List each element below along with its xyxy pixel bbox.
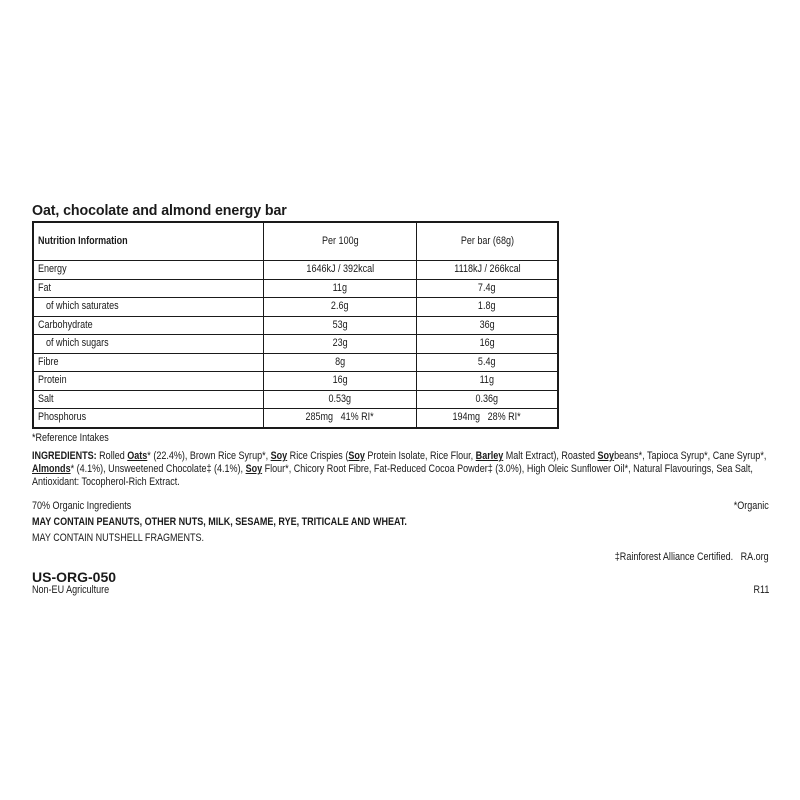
nutrient-label: Fibre <box>33 353 264 372</box>
ingredient-text: * (22.4%), Brown Rice Syrup*, <box>147 450 271 462</box>
nutrient-label: Salt <box>33 390 264 409</box>
value-per-100g: 16g <box>264 372 417 391</box>
table-row <box>33 298 558 317</box>
agriculture-origin: Non-EU Agriculture <box>32 584 110 596</box>
value-per-100g: 53g <box>264 316 417 335</box>
allergen-warning-nutshell: MAY CONTAIN NUTSHELL FRAGMENTS. <box>32 532 205 544</box>
nutrient-label: Fat <box>33 279 264 298</box>
ingredients-line-3: Antioxidant: Tocopherol-Rich Extract. <box>32 476 180 488</box>
ingredients-heading: INGREDIENTS: <box>32 450 97 462</box>
value-per-bar: 1118kJ / 266kcal <box>417 261 559 280</box>
allergen-highlight: Soy <box>270 450 288 462</box>
value-per-bar: 5.4g <box>417 353 559 372</box>
table-row <box>33 335 558 354</box>
nutrition-table <box>32 221 559 429</box>
header-per-100g: Per 100g <box>264 222 417 261</box>
value-per-bar: 194mg 28% RI* <box>417 409 559 428</box>
nutrient-label: Carbohydrate <box>33 316 264 335</box>
ingredient-text: * (4.1%), Unsweetened Chocolate‡ (4.1%), <box>70 463 246 475</box>
allergen-highlight: Soy <box>348 450 365 462</box>
value-per-100g: 285mg 41% RI* <box>264 409 417 428</box>
ingredients-line-2 <box>32 463 800 476</box>
nutrient-label: Energy <box>33 261 264 280</box>
allergen-warning-bold: MAY CONTAIN PEANUTS, OTHER NUTS, MILK, SESAME, RYE, TRITICALE AND WHEAT. <box>32 516 407 528</box>
allergen-highlight: Soy <box>597 450 615 462</box>
header-nutrition-information: Nutrition Information <box>33 222 264 261</box>
value-per-bar: 7.4g <box>417 279 559 298</box>
nutrient-label: of which sugars <box>33 335 264 354</box>
value-per-bar: 36g <box>417 316 559 335</box>
ingredients-block <box>32 450 800 489</box>
ingredient-text: Protein Isolate, Rice Flour, <box>364 450 476 462</box>
table-row <box>33 409 558 428</box>
nutrient-label: Protein <box>33 372 264 391</box>
table-row <box>33 316 558 335</box>
ingredient-text: Malt Extract), Roasted <box>503 450 598 462</box>
table-row <box>33 390 558 409</box>
value-per-bar: 11g <box>417 372 559 391</box>
value-per-100g: 1646kJ / 392kcal <box>264 261 417 280</box>
allergen-highlight: Almonds <box>32 463 71 475</box>
value-per-100g: 2.6g <box>264 298 417 317</box>
table-row <box>33 279 558 298</box>
ingredient-text: Rice Crispies ( <box>287 450 349 462</box>
reference-intakes-footnote: *Reference Intakes <box>32 432 109 444</box>
nutrient-label: Phosphorus <box>33 409 264 428</box>
revision-code: R11 <box>753 584 769 596</box>
value-per-bar: 1.8g <box>417 298 559 317</box>
value-per-100g: 23g <box>264 335 417 354</box>
allergen-highlight: Barley <box>475 450 504 462</box>
header-per-bar: Per bar (68g) <box>417 222 559 261</box>
value-per-100g: 8g <box>264 353 417 372</box>
ingredient-text: Rolled <box>96 450 128 462</box>
value-per-bar: 16g <box>417 335 559 354</box>
organic-percentage: 70% Organic Ingredients <box>32 500 132 512</box>
organic-certification-code: US-ORG-050 <box>32 569 117 585</box>
value-per-100g: 11g <box>264 279 417 298</box>
rainforest-alliance-note: ‡Rainforest Alliance Certified. RA.org <box>615 551 769 563</box>
nutrient-label: of which saturates <box>33 298 264 317</box>
allergen-highlight: Oats <box>127 450 148 462</box>
table-row <box>33 372 558 391</box>
table-row <box>33 353 558 372</box>
value-per-100g: 0.53g <box>264 390 417 409</box>
table-header-row <box>33 222 558 261</box>
allergen-highlight: Soy <box>245 463 263 475</box>
ingredient-text: Flour*, Chicory Root Fibre, Fat-Reduced Cocoa Powder‡ (3.0%), High Oleic Sunflower Oil*, Natural Flavourings, Sea Salt, <box>262 463 753 475</box>
ingredients-line-1 <box>32 450 800 463</box>
organic-footnote: *Organic <box>733 500 769 512</box>
product-title: Oat, chocolate and almond energy bar <box>32 203 287 219</box>
table-row <box>33 261 558 280</box>
ingredient-text: beans*, Tapioca Syrup*, Cane Syrup*, <box>614 450 767 462</box>
value-per-bar: 0.36g <box>417 390 559 409</box>
